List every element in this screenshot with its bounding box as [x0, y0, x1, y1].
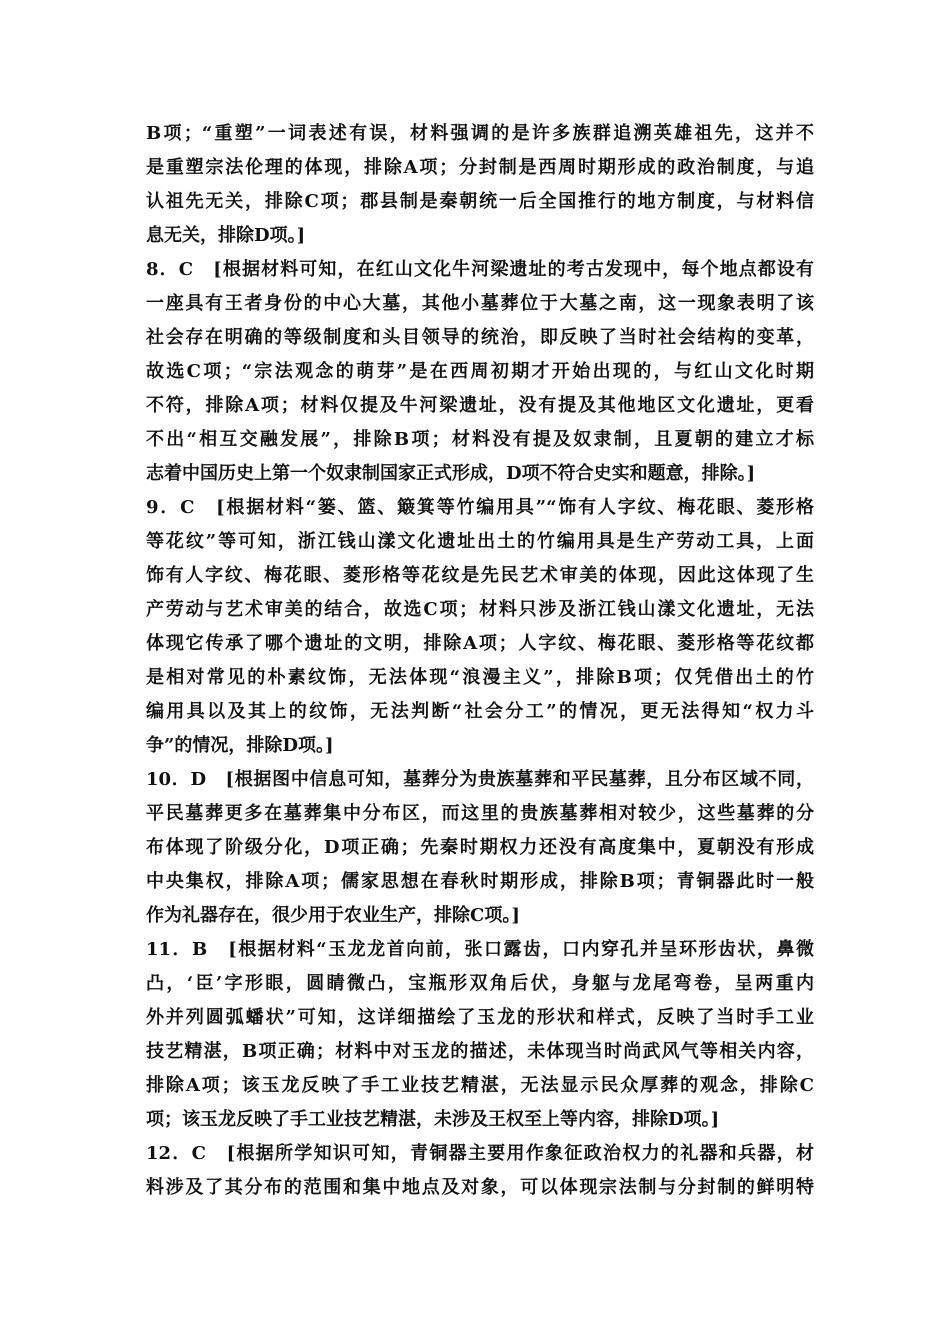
text-line: 争”的情况，排除D项。] [146, 735, 334, 756]
text-line: 饰有人字纹、梅花眼、菱形格等花纹是先民艺术审美的体现，因此这体现了生 [146, 565, 814, 586]
text-line: 平民墓葬更多在墓葬集中分布区，而这里的贵族墓葬相对较少，这些墓葬的分 [146, 803, 814, 824]
text-line: 技艺精湛，B项正确；材料中对玉龙的描述，未体现当时尚武风气等相关内容， [146, 1041, 814, 1062]
text-line: 外并列圆弧蟠状”可知，这详细描绘了玉龙的形状和样式，反映了当时手工业 [146, 1007, 814, 1028]
text-line: 排除A项；该玉龙反映了手工业技艺精湛，无法显示民众厚葬的观念，排除C [146, 1075, 814, 1096]
text-line: 社会存在明确的等级制度和头目领导的统治，即反映了当时社会结构的变革， [146, 327, 814, 348]
text-line: 中央集权，排除A项；儒家思想在春秋时期形成，排除B项；青铜器此时一般 [146, 871, 814, 892]
text-line: 8．C [根据材料可知，在红山文化牛河梁遗址的考古发现中，每个地点都设有 [146, 259, 814, 280]
text-line: 11．B [根据材料“玉龙龙首向前，张口露齿，口内穿孔并呈环形齿状，鼻微 [146, 939, 814, 960]
text-line: 编用具以及其上的纹饰，无法判断“社会分工”的情况，更无法得知“权力斗 [146, 701, 814, 722]
text-line: 12．C [根据所学知识可知，青铜器主要用作象征政治权力的礼器和兵器，材 [146, 1143, 814, 1164]
text-line: 作为礼器存在，很少用于农业生产，排除C项。] [146, 905, 520, 926]
text-line: 10．D [根据图中信息可知，墓葬分为贵族墓葬和平民墓葬，且分布区域不同， [146, 769, 814, 790]
text-line: 产劳动与艺术审美的结合，故选C项；材料只涉及浙江钱山漾文化遗址，无法 [146, 599, 814, 620]
text-line: 料涉及了其分布的范围和集中地点及对象，可以体现宗法制与分封制的鲜明特 [146, 1177, 814, 1198]
text-line: 不出“相互交融发展”，排除B项；材料没有提及奴隶制，且夏朝的建立才标 [146, 429, 814, 450]
text-line: 布体现了阶级分化，D项正确；先秦时期权力还没有高度集中，夏朝没有形成 [146, 837, 814, 858]
text-line: 项；该玉龙反映了手工业技艺精湛，未涉及王权至上等内容，排除D项。] [146, 1109, 720, 1130]
text-line: 9．C [根据材料“篓、篮、簸箕等竹编用具”“饰有人字纹、梅花眼、菱形格 [146, 497, 814, 518]
text-line: 息无关，排除D项。] [146, 225, 306, 246]
paragraph-q8 [146, 253, 814, 491]
paragraph-q11 [146, 933, 814, 1137]
text-line: 故选C项；“宗法观念的萌芽”是在西周初期才开始出现的，与红山文化时期 [146, 361, 814, 382]
paragraph-q7-tail [146, 117, 814, 253]
text-line: 是重塑宗法伦理的体现，排除A项；分封制是西周时期形成的政治制度，与追 [146, 157, 814, 178]
text-line: B项；“重塑”一词表述有误，材料强调的是许多族群追溯英雄祖先，这并不 [146, 123, 814, 144]
text-line: 等花纹”等可知，浙江钱山漾文化遗址出土的竹编用具是生产劳动工具，上面 [146, 531, 814, 552]
answer-explanations [146, 117, 814, 1205]
text-line: 一座具有王者身份的中心大墓，其他小墓葬位于大墓之南，这一现象表明了该 [146, 293, 814, 314]
text-line: 是相对常见的朴素纹饰，无法体现“浪漫主义”，排除B项；仅凭借出土的竹 [146, 667, 814, 688]
text-line: 志着中国历史上第一个奴隶制国家正式形成，D项不符合史实和题意，排除。] [146, 463, 756, 484]
text-line: 凸，‘臣’字形眼，圆睛微凸，宝瓶形双角后伏，身躯与龙尾弯卷，呈两重内 [146, 973, 814, 994]
paragraph-q9 [146, 491, 814, 763]
paragraph-q12 [146, 1137, 814, 1205]
text-line: 体现它传承了哪个遗址的文明，排除A项；人字纹、梅花眼、菱形格等花纹都 [146, 633, 814, 654]
text-line: 认祖先无关，排除C项；郡县制是秦朝统一后全国推行的地方制度，与材料信 [146, 191, 814, 212]
text-line: 不符，排除A项；材料仅提及牛河梁遗址，没有提及其他地区文化遗址，更看 [146, 395, 814, 416]
paragraph-q10 [146, 763, 814, 933]
